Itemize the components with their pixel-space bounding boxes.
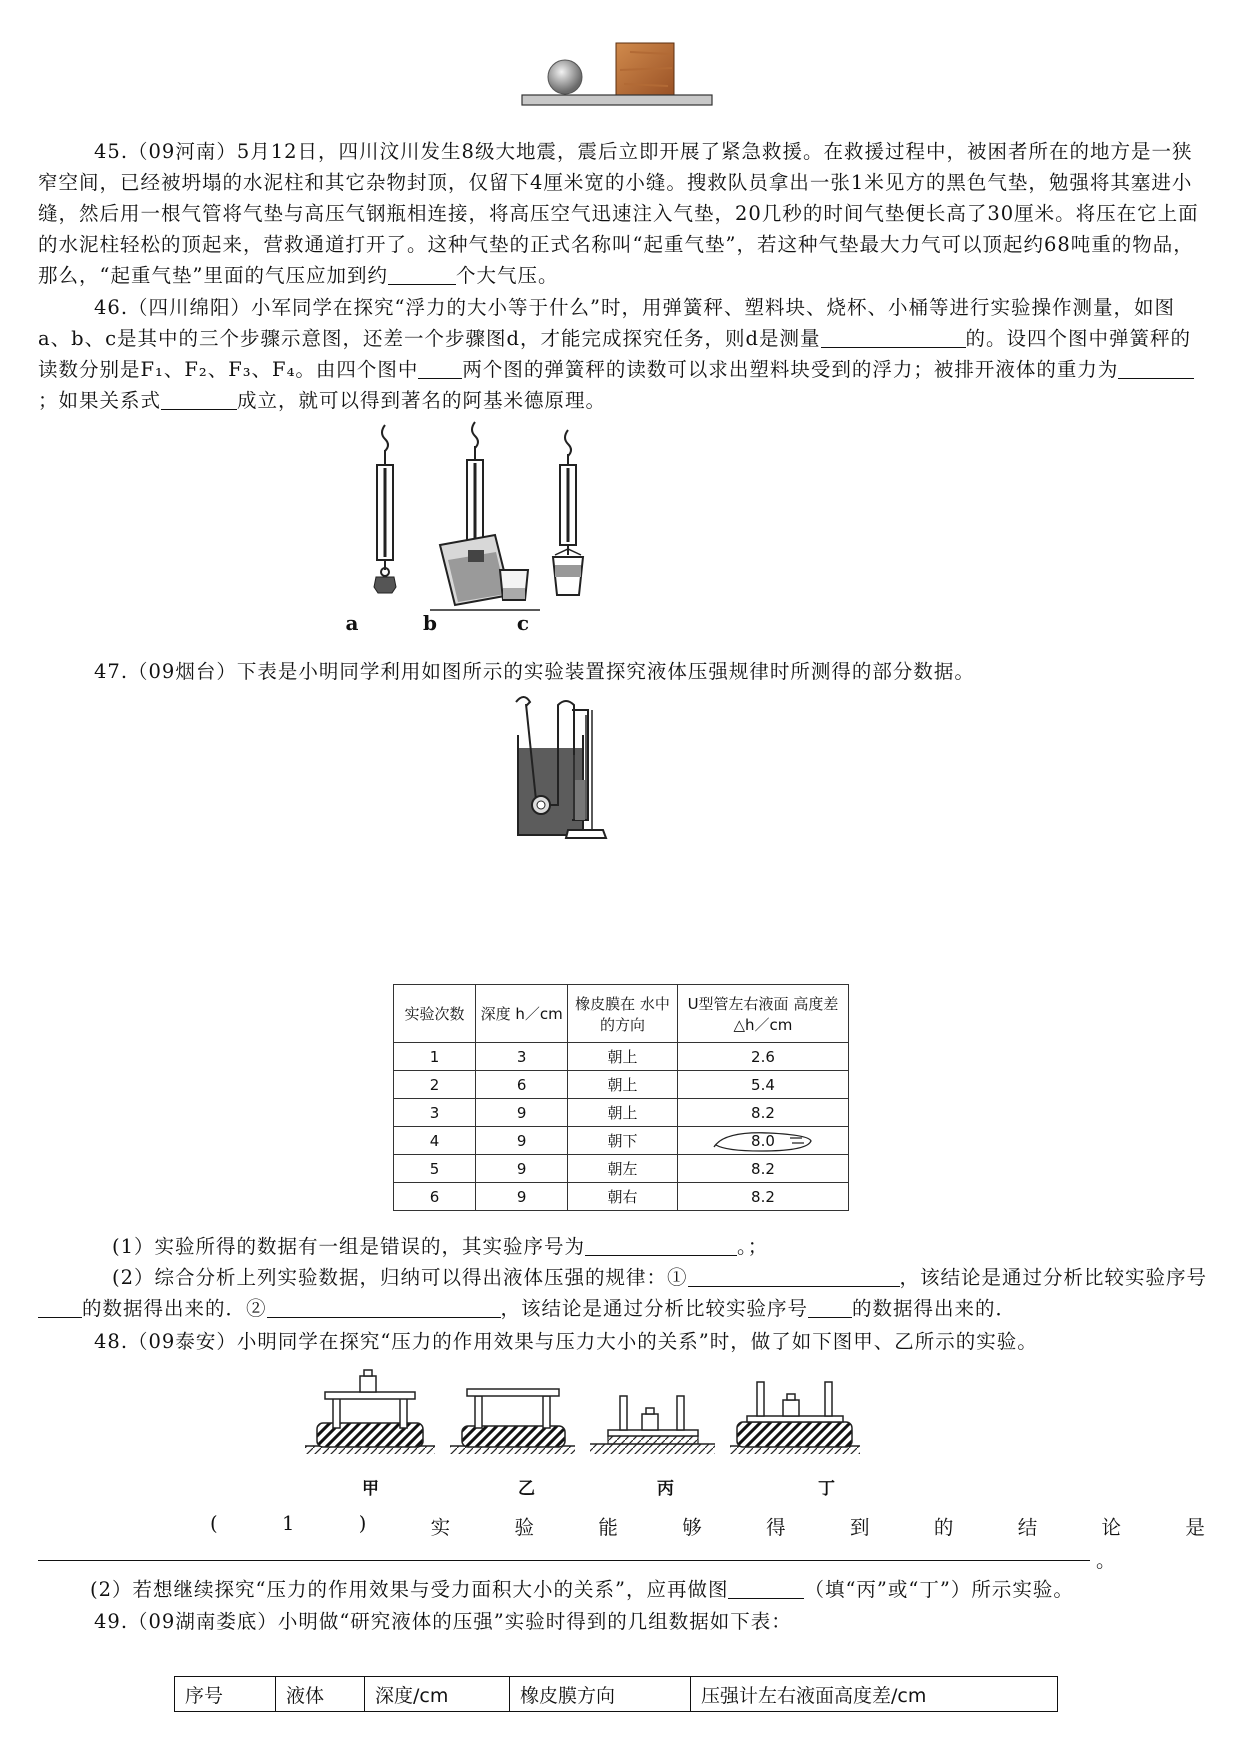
justified-char: 能 [598,1516,618,1539]
setup-ding [730,1382,860,1454]
table-cell: 朝左 [568,1155,678,1183]
table-cell: 9 [476,1155,568,1183]
header-cell: 深度/cm [365,1677,510,1712]
table-cell: 朝下 [568,1127,678,1155]
answer-blank-46-d[interactable] [821,327,966,348]
question-48-sub1-line [210,1512,1205,1540]
question-48-sub1-end: 。 [1096,1549,1116,1572]
answer-blank-47-1[interactable] [585,1235,737,1256]
justified-char: 的 [933,1516,954,1539]
question-46-part3: 两个图的弹簧秤的读数可以求出塑料块受到的浮力；被排开液体的重力为 [462,358,1119,381]
header-cell: 实验次数 [394,985,476,1043]
data-table-49 [174,1676,1058,1712]
table-row [394,1127,849,1155]
justified-char: 到 [849,1516,870,1539]
justified-char: 得 [766,1516,786,1539]
table-cell: 朝上 [568,1099,678,1127]
question-48-intro: 48.（09泰安）小明同学在探究“压力的作用效果与压力大小的关系”时，做了如下图甲、乙所示的实验。 [94,1330,1038,1353]
justified-char: 结 [1017,1516,1038,1539]
circled-value: 8.0 [751,1131,775,1150]
scale-c [553,430,583,595]
question-45 [38,136,1208,291]
answer-blank-45[interactable] [388,264,456,285]
question-48-sub2-tail: （填“丙”或“丁”）所示实验。 [804,1578,1074,1601]
question-49-intro: 49.（09湖南娄底）小明做“研究液体的压强”实验时得到的几组数据如下表： [94,1610,792,1633]
question-47-sub2-e: 的数据得出来的． [852,1297,1017,1320]
justified-char: 实 [430,1516,451,1539]
table-cell: 9 [476,1127,568,1155]
question-46-part4: ；如果关系式 [38,389,162,412]
justified-char: ) [358,1512,367,1535]
table-cell: 朝右 [568,1183,678,1211]
setup-yi [450,1389,575,1454]
table-cell: 4 [394,1127,476,1155]
data-table-47 [393,984,849,1211]
table-header-row [394,985,849,1043]
answer-blank-47-2b[interactable] [38,1297,82,1318]
figure-caption-jia: 甲 [362,1479,379,1499]
table-row [394,1099,849,1127]
question-47-sub2-c: 的数据得出来的．② [82,1297,267,1320]
answer-blank-47-2c[interactable] [267,1297,501,1318]
setup-jia [305,1370,435,1454]
question-47-intro: 47.（09烟台）下表是小明同学利用如图所示的实验装置探究液体压强规律时所测得的部分数据。 [94,660,975,683]
justified-char: 论 [1101,1516,1122,1539]
justified-char: 1 [281,1512,295,1535]
figure-caption-b: b [423,611,437,635]
figure-caption-yi: 乙 [518,1479,535,1499]
question-48-sub2 [90,1574,1220,1605]
surface-shape [522,95,712,105]
question-47-sub2-d: ，该结论是通过分析比较实验序号 [500,1297,809,1320]
header-cell: U型管左右液面 高度差△h／cm [677,985,848,1043]
question-47-sub2-b: ，该结论是通过分析比较实验序号 [899,1266,1208,1289]
table-cell: 8.2 [677,1155,848,1183]
question-47-sub1-text: (1）实验所得的数据有一组是错误的，其实验序号为 [112,1235,586,1258]
table-cell: 1 [394,1043,476,1071]
answer-blank-47-2a[interactable] [688,1266,900,1287]
answer-blank-48-2[interactable] [728,1578,804,1599]
table-header-row [175,1677,1058,1712]
question-47-sub2 [38,1262,1208,1324]
header-cell: 橡皮膜在 水中的方向 [568,985,678,1043]
spring-scale-figure [350,420,630,620]
ball-block-figure [520,40,720,112]
answer-blank-46-relation[interactable] [161,389,237,410]
justified-char: ( [210,1512,218,1535]
scale-a [374,425,396,593]
answer-blank-46-weight[interactable] [1118,358,1194,379]
header-cell: 橡皮膜方向 [510,1677,691,1712]
justified-char: 验 [514,1516,535,1539]
figure-caption-a: a [345,611,359,635]
table-cell: 6 [394,1183,476,1211]
setup-bing [590,1396,715,1454]
table-cell: 2.6 [677,1043,848,1071]
table-row [394,1071,849,1099]
table-cell: 8.2 [677,1099,848,1127]
table-cell: 5 [394,1155,476,1183]
table-row [394,1043,849,1071]
table-cell: 8.2 [677,1183,848,1211]
question-45-tail: 个大气压。 [455,264,559,287]
pressure-sponge-figure [305,1368,965,1468]
question-45-text: 45.（09河南）5月12日，四川汶川发生8级大地震，震后立即开展了紧急救援。在救援过程中，被困者所在的地方是一狭窄空间，已经被坍塌的水泥柱和其它杂物封顶，仅留下4厘米宽的小缝。搜救队员拿出一张1米见方的黑色气垫，勉强将其塞进小缝，然后用一根气管将气垫与高压气钢瓶相连接，将高压空气迅速注入气垫，20几秒的时间气垫便长高了30厘米。将压在它上面的水泥柱轻松的顶起来，营救通道打开了。这种气垫的正式名称叫“起重气垫”，若这种气垫最大力气可以顶起约68吨重的物品，那么，“起重气垫”里面的气压应加到约 [38,140,1199,287]
header-cell: 液体 [276,1677,365,1712]
question-46-part1: 46.（四川绵阳）小军同学在探究“浮力的大小等于什么”时，用弹簧秤、塑料块、烧杯、小桶等进行实验操作测量，如图a、b、c是其中的三个步骤示意图，还差一个步骤图d，才能完成探究任务，则d是测量 [38,296,1175,350]
header-cell: 压强计左右液面高度差/cm [691,1677,1058,1712]
figure-caption-bing: 丙 [657,1479,674,1499]
header-cell: 深度 h／cm [476,985,568,1043]
table-row [394,1155,849,1183]
hand-circle-mark [708,1129,818,1153]
scale-b [430,422,540,610]
figure-caption-ding: 丁 [818,1479,835,1499]
answer-blank-47-2d[interactable] [808,1297,852,1318]
question-46 [38,292,1208,416]
question-47-sub1 [112,1231,1212,1262]
table-cell: 3 [394,1099,476,1127]
table-cell: 9 [476,1099,568,1127]
table-cell-circled [677,1127,848,1155]
pressure-apparatus-figure [508,690,618,850]
table-cell: 2 [394,1071,476,1099]
table-cell: 9 [476,1183,568,1211]
table-cell: 3 [476,1043,568,1071]
figure-caption-c: c [516,611,530,635]
justified-char: 是 [1185,1516,1205,1539]
question-46-part2: 的。设四个图中弹簧秤的读数分别是F₁、F₂、F₃、F₄。由四个图中 [38,327,1192,381]
answer-blank-48-1[interactable] [38,1560,1090,1561]
table-row [394,1183,849,1211]
question-47-sub1-end: 。； [737,1235,769,1258]
justified-char: 够 [682,1516,702,1539]
table-cell: 6 [476,1071,568,1099]
question-48-sub2-text: (2）若想继续探究“压力的作用效果与受力面积大小的关系”，应再做图 [90,1578,729,1601]
question-46-part5: 成立，就可以得到著名的阿基米德原理。 [237,389,607,412]
header-cell: 序号 [175,1677,276,1712]
answer-blank-46-figures[interactable] [418,358,462,379]
table-cell: 朝上 [568,1043,678,1071]
ball-shape [548,60,582,94]
question-47-sub2-a: (2）综合分析上列实验数据，归纳可以得出液体压强的规律：① [112,1266,688,1289]
table-cell: 5.4 [677,1071,848,1099]
table-cell: 朝上 [568,1071,678,1099]
